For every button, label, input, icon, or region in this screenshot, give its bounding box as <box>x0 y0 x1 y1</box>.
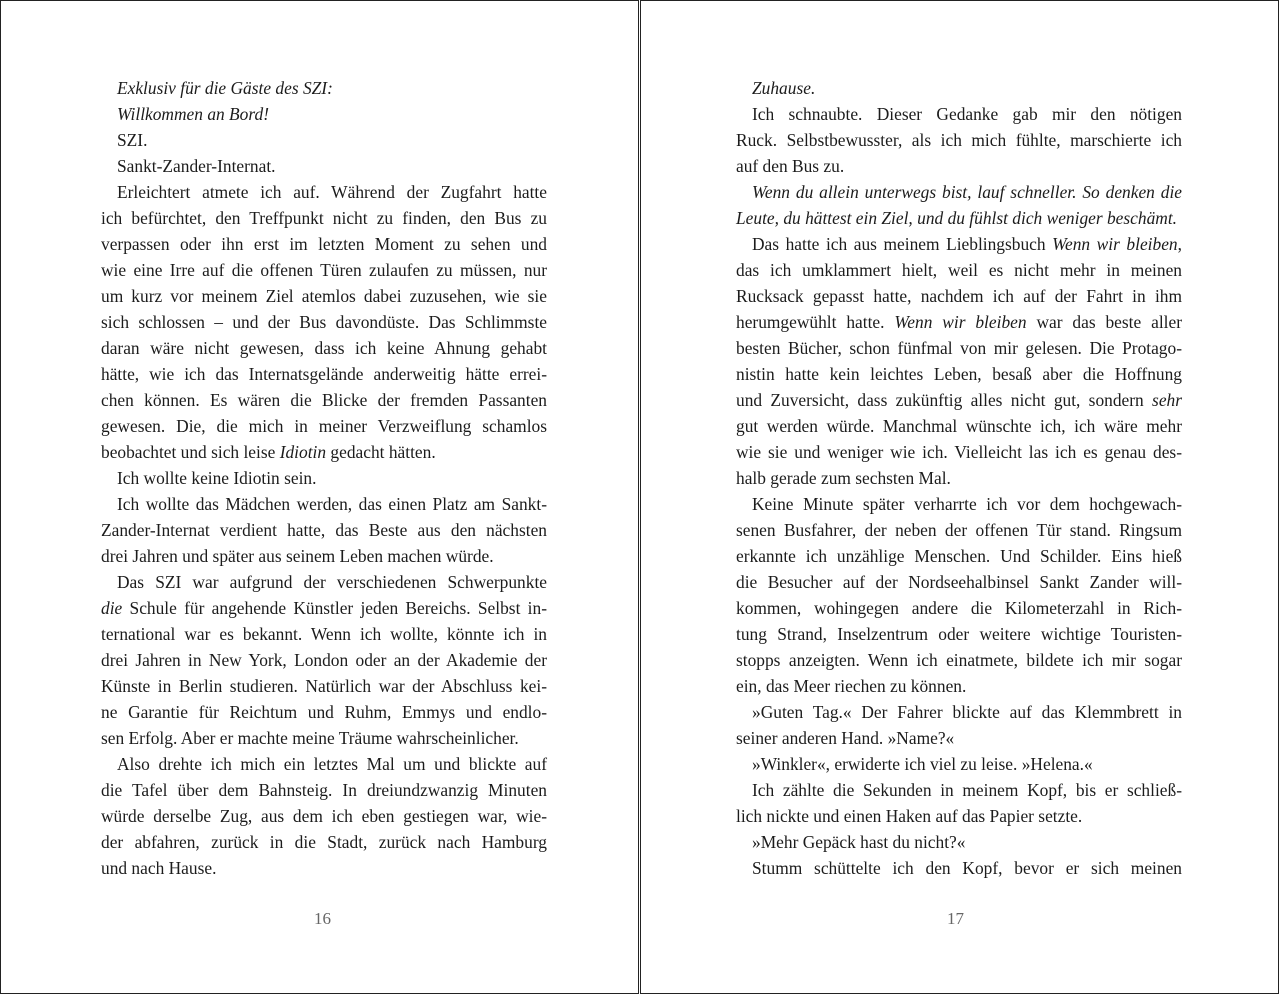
text-line <box>101 517 547 543</box>
text-line <box>101 413 547 439</box>
text-segment: um kurz vor meinem Ziel atemlos dabei zuzusehen, wie sie <box>101 286 547 306</box>
text-line <box>101 465 547 491</box>
text-line <box>736 517 1182 543</box>
text-segment: Keine Minute später verharrte ich vor dem hochgewach- <box>752 494 1182 514</box>
text-line <box>101 257 547 283</box>
text-segment: besten Bücher, schon fünfmal von mir gelesen. Die Protago- <box>736 338 1182 358</box>
text-line <box>736 777 1182 803</box>
text-segment: der abfahren, zurück in die Stadt, zurück nach Hamburg <box>101 832 547 852</box>
italic-text: Exklusiv für die Gäste des SZI: <box>117 78 333 98</box>
text-segment: gewesen. Die, die mich in meiner Verzweiflung schamlos <box>101 416 547 436</box>
text-segment: die Besucher auf der Nordseehalbinsel Sankt Zander will- <box>736 572 1182 592</box>
text-segment: sen Erfolg. Aber er machte meine Träume wahrscheinlicher. <box>101 728 519 748</box>
italic-text: Leute, du hättest ein Ziel, und du fühlst dich weniger beschämt. <box>736 208 1177 228</box>
text-segment: Erleichtert atmete ich auf. Während der Zugfahrt hatte <box>117 182 547 202</box>
text-line <box>736 803 1182 829</box>
text-line <box>101 205 547 231</box>
text-line <box>736 595 1182 621</box>
text-line <box>736 179 1182 205</box>
text-segment: und nach Hause. <box>101 858 217 878</box>
text-segment: »Mehr Gepäck hast du nicht?« <box>752 832 966 852</box>
text-segment: Ich wollte keine Idiotin sein. <box>117 468 317 488</box>
text-line <box>101 491 547 517</box>
italic-text: Willkommen an Bord! <box>117 104 269 124</box>
text-line <box>101 179 547 205</box>
text-line <box>736 647 1182 673</box>
text-segment: ich befürchtet, den Treffpunkt nicht zu finden, den Bus zu <box>101 208 547 228</box>
text-line <box>736 205 1182 231</box>
text-line <box>101 153 547 179</box>
left-page-text <box>101 75 547 881</box>
italic-text: sehr <box>1152 390 1182 410</box>
left-page <box>0 0 639 994</box>
text-line <box>101 231 547 257</box>
text-segment: Künste in Berlin studieren. Natürlich war der Abschluss kei- <box>101 676 547 696</box>
text-segment: gut werden würde. Manchmal wünschte ich, ich wäre mehr <box>736 416 1182 436</box>
text-segment: war das beste aller <box>1026 312 1182 332</box>
text-line <box>101 361 547 387</box>
text-segment: lich nickte und einen Haken auf das Papier setzte. <box>736 806 1083 826</box>
text-segment: Zander-Internat verdient hatte, das Beste aus den nächsten <box>101 520 547 540</box>
text-line <box>736 413 1182 439</box>
italic-text: Wenn wir bleiben <box>894 312 1027 332</box>
text-segment: verpassen oder ihn erst im letzten Moment zu sehen und <box>101 234 547 254</box>
text-segment: Also drehte ich mich ein letztes Mal um und blickte auf <box>117 754 547 774</box>
text-line <box>736 231 1182 257</box>
text-line <box>736 335 1182 361</box>
text-line <box>736 855 1182 881</box>
text-line <box>101 309 547 335</box>
text-line <box>736 673 1182 699</box>
text-segment: kommen, wohingegen andere die Kilometerzahl in Rich- <box>736 598 1182 618</box>
text-line <box>736 257 1182 283</box>
text-line <box>101 595 547 621</box>
text-segment: »Guten Tag.« Der Fahrer blickte auf das Klemmbrett in <box>752 702 1182 722</box>
text-line <box>101 829 547 855</box>
text-line <box>101 673 547 699</box>
text-segment: ein, das Meer riechen zu können. <box>736 676 967 696</box>
text-line <box>101 387 547 413</box>
right-page-number: 17 <box>947 909 964 928</box>
text-line <box>101 283 547 309</box>
text-segment: sich schlossen – und der Bus davondüste. Das Schlimmste <box>101 312 547 332</box>
text-line <box>736 283 1182 309</box>
text-segment: Das hatte ich aus meinem Lieblingsbuch <box>752 234 1053 254</box>
text-segment: drei Jahren in New York, London oder an der Akademie der <box>101 650 547 670</box>
text-segment: ne Garantie für Reichtum und Ruhm, Emmys und endlo- <box>101 702 547 722</box>
text-line <box>736 621 1182 647</box>
text-segment: nistin hatte kein leichtes Leben, besaß aber die Hoffnung <box>736 364 1182 384</box>
text-line <box>101 75 547 101</box>
text-segment: Schule für angehende Künstler jeden Bereichs. Selbst in- <box>122 598 547 618</box>
text-segment: Ruck. Selbstbewusster, als ich mich fühlte, marschierte ich <box>736 130 1182 150</box>
text-line <box>736 829 1182 855</box>
text-segment: drei Jahren und später aus seinem Leben machen würde. <box>101 546 494 566</box>
text-line <box>736 751 1182 777</box>
text-line <box>736 543 1182 569</box>
text-segment: auf den Bus zu. <box>736 156 845 176</box>
text-segment: Rucksack gepasst hatte, nachdem ich auf der Fahrt in ihm <box>736 286 1182 306</box>
text-segment: wie eine Irre auf die offenen Türen zulaufen zu müssen, nur <box>101 260 547 280</box>
text-segment: gedacht hätten. <box>326 442 436 462</box>
text-segment: wie sie und weniger wie ich. Vielleicht las ich es genau des- <box>736 442 1182 462</box>
text-line <box>736 465 1182 491</box>
text-segment: seiner anderen Hand. »Name?« <box>736 728 955 748</box>
text-segment: das ich umklammert hielt, weil es nicht mehr in meinen <box>736 260 1182 280</box>
text-line <box>736 569 1182 595</box>
italic-text: Idiotin <box>279 442 327 462</box>
text-line <box>736 101 1182 127</box>
text-line <box>736 361 1182 387</box>
text-segment: , <box>1177 234 1182 254</box>
text-segment: Ich wollte das Mädchen werden, das einen Platz am Sankt- <box>117 494 547 514</box>
right-page-text <box>736 75 1182 881</box>
text-segment: stopps anzeigten. Wenn ich einatmete, bildete ich mir sogar <box>736 650 1182 670</box>
left-page-number: 16 <box>314 909 331 928</box>
right-page <box>640 0 1279 994</box>
text-line <box>101 621 547 647</box>
text-segment: SZI. <box>117 130 148 150</box>
text-line <box>101 751 547 777</box>
text-line <box>736 699 1182 725</box>
text-line <box>101 855 547 881</box>
text-segment: halb gerade zum sechsten Mal. <box>736 468 951 488</box>
text-segment: Ich zählte die Sekunden in meinem Kopf, bis er schließ- <box>752 780 1182 800</box>
text-line <box>736 439 1182 465</box>
text-line <box>101 569 547 595</box>
text-line <box>101 439 547 465</box>
text-line <box>101 543 547 569</box>
text-line <box>101 803 547 829</box>
text-segment: ternational war es bekannt. Wenn ich wollte, könnte ich in <box>101 624 547 644</box>
text-line <box>736 153 1182 179</box>
text-segment: tung Strand, Inselzentrum oder weitere wichtige Touristen- <box>736 624 1182 644</box>
text-segment: würde derselbe Zug, aus dem ich eben gestiegen war, wie- <box>101 806 547 826</box>
text-line <box>101 777 547 803</box>
text-line <box>736 309 1182 335</box>
text-line <box>101 127 547 153</box>
italic-text: Wenn wir bleiben <box>1052 234 1178 254</box>
text-segment: Sankt-Zander-Internat. <box>117 156 276 176</box>
text-segment: chen können. Es wären die Blicke der fremden Passanten <box>101 390 547 410</box>
text-line <box>736 127 1182 153</box>
text-segment: erkannte ich unzählige Menschen. Und Schilder. Eins hieß <box>736 546 1182 566</box>
text-line <box>736 75 1182 101</box>
text-segment: Stumm schüttelte ich den Kopf, bevor er sich meinen <box>752 858 1182 878</box>
text-line <box>736 725 1182 751</box>
text-segment: Das SZI war aufgrund der verschiedenen Schwerpunkte <box>117 572 547 592</box>
text-line <box>101 647 547 673</box>
text-line <box>101 699 547 725</box>
text-line <box>101 725 547 751</box>
text-line <box>101 101 547 127</box>
text-line <box>736 387 1182 413</box>
text-segment: »Winkler«, erwiderte ich viel zu leise. »Helena.« <box>752 754 1093 774</box>
text-segment: senen Busfahrer, der neben der offenen Tür stand. Ringsum <box>736 520 1182 540</box>
text-segment: beobachtet und sich leise <box>101 442 280 462</box>
text-segment: die Tafel über dem Bahnsteig. In dreiundzwanzig Minuten <box>101 780 547 800</box>
text-segment: und Zuversicht, dass zukünftig alles nicht gut, sondern <box>736 390 1153 410</box>
text-line <box>101 335 547 361</box>
text-segment: Ich schnaubte. Dieser Gedanke gab mir den nötigen <box>752 104 1182 124</box>
text-segment: daran wäre nicht gewesen, dass ich keine Ahnung gehabt <box>101 338 547 358</box>
italic-text: die <box>101 598 123 618</box>
text-segment: herumgewühlt hatte. <box>736 312 895 332</box>
italic-text: Zuhause. <box>752 78 816 98</box>
italic-text: Wenn du allein unterwegs bist, lauf schneller. So denken die <box>752 182 1182 202</box>
text-line <box>736 491 1182 517</box>
text-segment: hätte, wie ich das Internatsgelände anderweitig hätte errei- <box>101 364 547 384</box>
